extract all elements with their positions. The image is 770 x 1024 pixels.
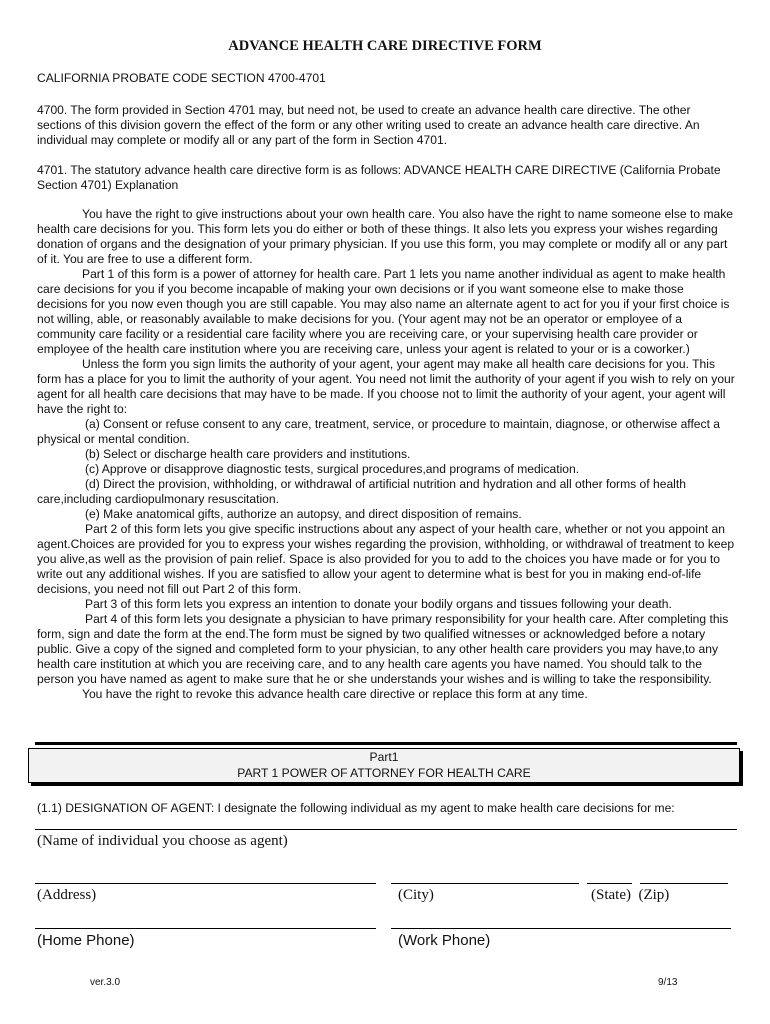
home-phone-line[interactable]: [35, 928, 376, 929]
explanation-item: (a) Consent or refuse consent to any care, treatment, service, or procedure to maintain, diagnose, or otherwise affect a physical or mental condition.: [37, 417, 721, 446]
agent-name-label: (Name of individual you choose as agent): [37, 833, 288, 849]
explanation-text: [37, 207, 737, 702]
explanation-paragraph: Unless the form you sign limits the authority of your agent, your agent may make all health care decisions for you. This form has a place for you to limit the authority of your agent. You need not limit the authority of your agent if you wish to rely on your agent for all health care decisions that may have to be made. If you choose not to limit the authority of your agent, your agent will have the right to:: [37, 357, 735, 416]
explanation-paragraph: Part 4 of this form lets you designate a physician to have primary responsibility for your health care. After completing this form, sign and date the form at the end.The form must be signed by two qualified witnesses or acknowledged before a notary public. Give a copy of the signed and completed form to your physician, to any other health care providers you may have,to any health care institution at which you are receiving care, and to any health care agents you have named. You should talk to the person you have named as agent to make sure that he or she understands your wishes and is willing to take the responsibility.: [37, 612, 729, 686]
work-phone-line[interactable]: [391, 928, 731, 929]
explanation-item: (c) Approve or disapprove diagnostic tests, surgical procedures,and programs of medication.: [85, 462, 580, 476]
home-phone-label: (Home Phone): [37, 932, 135, 949]
city-line[interactable]: [391, 883, 579, 884]
explanation-paragraph: You have the right to revoke this advance health care directive or replace this form at any time.: [82, 687, 588, 701]
form-title: ADVANCE HEALTH CARE DIRECTIVE FORM: [228, 38, 542, 54]
explanation-paragraph: Part 2 of this form lets you give specific instructions about any aspect of your health care, whether or not you appoint an agent.Choices are provided for you to express your wishes regarding the provision, withholding, or withdrawal of treatment to keep you alive,as well as the provision of pain relief. Space is also provided for you to add to the choices you have made or for you to write out any additional wishes. If you are satisfied to allow your agent to determine what is best for you in making end-of-life decisions, you need not fill out Part 2 of this form.: [37, 522, 735, 596]
zip-line[interactable]: [640, 883, 728, 884]
explanation-item: (e) Make anatomical gifts, authorize an autopsy, and direct disposition of remains.: [85, 507, 522, 521]
work-phone-label: (Work Phone): [398, 932, 491, 949]
explanation-item: (d) Direct the provision, withholding, or withdrawal of artificial nutrition and hydration and all other forms of health care,including cardiopulmonary resuscitation.: [37, 477, 686, 506]
code-section: CALIFORNIA PROBATE CODE SECTION 4700-4701: [37, 71, 326, 85]
section-4700: 4700. The form provided in Section 4701 may, but need not, be used to create an advance health care directive. The other sections of this division govern the effect of the form or any other writing used to create an advance health care directive. An individual may complete or modify all or any part of the form in Section 4701.: [37, 103, 700, 147]
section-divider: [35, 742, 737, 745]
state-zip-label: (State) (Zip): [591, 887, 670, 903]
section-4701: 4701. The statutory advance health care directive form is as follows: ADVANCE HEALTH CARE DIRECTIVE (California Probate Section 4701) Explanation: [37, 163, 721, 192]
date-footer: 9/13: [658, 977, 678, 988]
explanation-paragraph: Part 1 of this form is a power of attorney for health care. Part 1 lets you name another individual as agent to make health care decisions for you if you become incapable of making your own decisions or if you want someone else to make those decisions for you now even though you are still capable. You may also name an alternate agent to act for you if your first choice is not willing, able, or reasonably available to make decisions for you. (Your agent may not be an operator or employee of a community care facility or a residential care facility where you are receiving care, or your supervising health care provider or employee of the health care institution where you are receiving care, unless your agent is related to your or is a coworker.): [37, 267, 730, 356]
part1-label: Part1: [369, 750, 399, 764]
explanation-item: (b) Select or discharge health care providers and institutions.: [85, 447, 411, 461]
address-line[interactable]: [35, 883, 376, 884]
address-label: (Address): [37, 887, 97, 903]
agent-name-line[interactable]: [35, 829, 737, 830]
part1-header-box: [28, 748, 740, 783]
state-line[interactable]: [587, 883, 632, 884]
part1-title: PART 1 POWER OF ATTORNEY FOR HEALTH CARE: [237, 766, 531, 780]
designation-of-agent: (1.1) DESIGNATION OF AGENT: I designate the following individual as my agent to make health care decisions for me:: [37, 801, 675, 815]
explanation-paragraph: Part 3 of this form lets you express an intention to donate your bodily organs and tissues following your death.: [85, 597, 672, 611]
version-footer: ver.3.0: [90, 977, 121, 988]
city-label: (City): [398, 887, 434, 903]
explanation-paragraph: You have the right to give instructions about your own health care. You also have the right to name someone else to make health care decisions for you. This form lets you do either or both of these things. It also lets you express your wishes regarding donation of organs and the designation of your primary physician. If you use this form, you may complete or modify all or any part of it. You are free to use a different form.: [37, 207, 734, 266]
